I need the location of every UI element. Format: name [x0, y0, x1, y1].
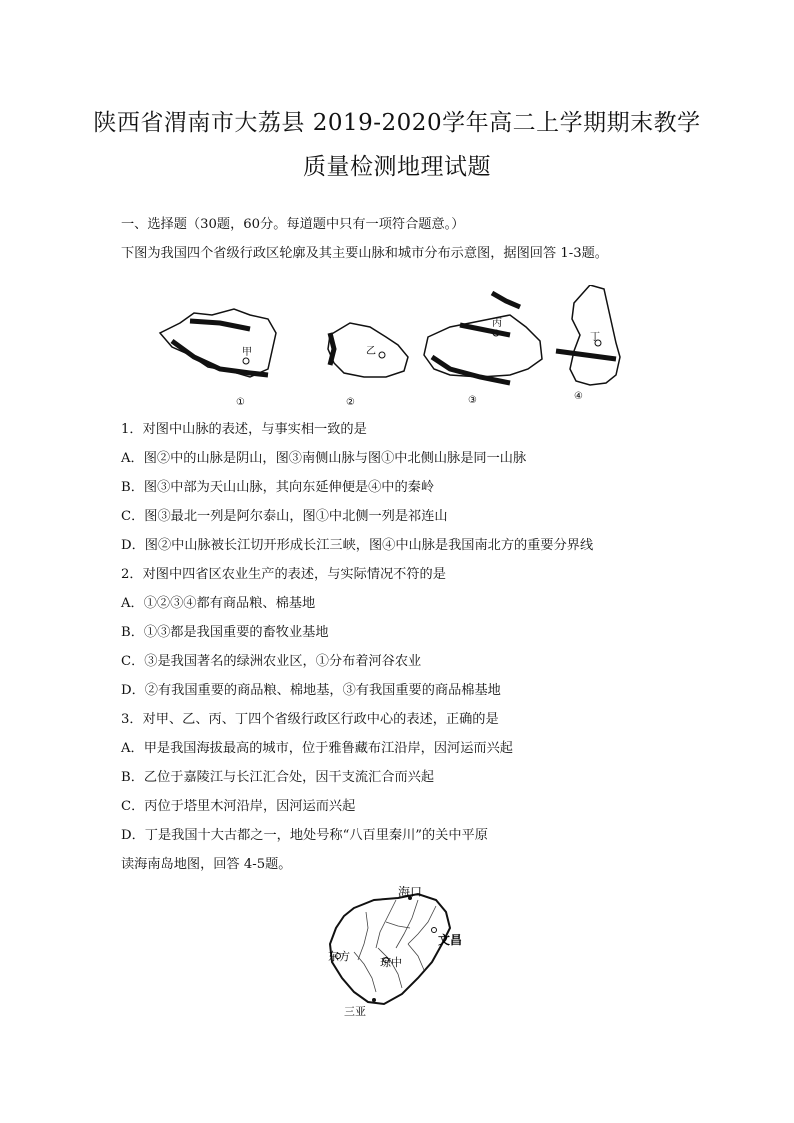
- question-2-stem: 2．对图中四省区农业生产的表述，与实际情况不符的是: [121, 567, 446, 582]
- province-4-outline: [556, 285, 620, 385]
- hainan-map-svg: [318, 882, 478, 1020]
- question-1-option-c: C．图③最北一列是阿尔泰山，图①中北侧一列是祁连山: [121, 509, 448, 524]
- question-3-option-b: B．乙位于嘉陵江与长江汇合处，因干支流汇合而兴起: [121, 770, 435, 785]
- question-1-option-b: B．图③中部为天山山脉，其向东延伸便是④中的秦岭: [121, 480, 435, 495]
- hainan-intro: 读海南岛地图，回答 4-5题。: [121, 857, 292, 872]
- question-1-stem: 1．对图中山脉的表述，与事实相一致的是: [121, 422, 367, 437]
- city-dongfang: 东方: [328, 950, 350, 963]
- figure-label-2: ②: [346, 397, 355, 407]
- city-label-yi: 乙: [366, 346, 376, 357]
- province-1-outline: [160, 309, 276, 377]
- province-3-outline: [424, 293, 542, 383]
- question-3-option-c: C．丙位于塔里木河沿岸，因河运而兴起: [121, 799, 356, 814]
- document-title-line1: 陕西省渭南市大荔县 2019-2020学年高二上学期期末教学: [93, 110, 701, 136]
- province-outline-svg: [150, 285, 630, 407]
- question-3-option-a: A．甲是我国海拔最高的城市，位于雅鲁藏布江沿岸，因河运而兴起: [121, 741, 513, 756]
- figure-label-1: ①: [236, 397, 245, 407]
- city-label-ding: 丁: [590, 332, 600, 343]
- question-1-option-d: D．图②中山脉被长江切开形成长江三峡，图④中山脉是我国南北方的重要分界线: [121, 538, 594, 553]
- question-2-option-a: A．①②③④都有商品粮、棉基地: [121, 596, 316, 611]
- figure-label-4: ④: [574, 391, 583, 402]
- question-1-option-a: A．图②中的山脉是阴山，图③南侧山脉与图①中北侧山脉是同一山脉: [121, 451, 527, 466]
- city-qiongzhong: 琼中: [380, 956, 402, 969]
- section-intro: 下图为我国四个省级行政区轮廓及其主要山脉和城市分布示意图，据图回答 1-3题。: [121, 246, 608, 261]
- city-label-jia: 甲: [242, 347, 252, 358]
- hainan-map: [318, 882, 478, 1020]
- city-wenchang: 文昌: [438, 933, 463, 947]
- question-2-option-d: D．②有我国重要的商品粮、棉地基，③有我国重要的商品棉基地: [121, 683, 501, 698]
- question-3-option-d: D．丁是我国十大古都之一，地处号称“八百里秦川”的关中平原: [121, 828, 488, 843]
- province-outline-figure: [150, 285, 630, 407]
- document-title-line2: 质量检测地理试题: [303, 154, 491, 180]
- question-2-option-c: C．③是我国著名的绿洲农业区，①分布着河谷农业: [121, 654, 422, 669]
- question-3-stem: 3．对甲、乙、丙、丁四个省级行政区行政中心的表述，正确的是: [121, 712, 499, 727]
- city-label-bing: 丙: [492, 318, 502, 329]
- figure-label-3: ③: [468, 395, 477, 406]
- city-sanya: 三亚: [344, 1005, 366, 1018]
- section-heading: 一、选择题（30题，60分。每道题中只有一项符合题意。）: [121, 217, 465, 232]
- city-haikou: 海口: [398, 885, 423, 899]
- hainan-rivers: [354, 900, 436, 992]
- question-2-option-b: B．①③都是我国重要的畜牧业基地: [121, 625, 329, 640]
